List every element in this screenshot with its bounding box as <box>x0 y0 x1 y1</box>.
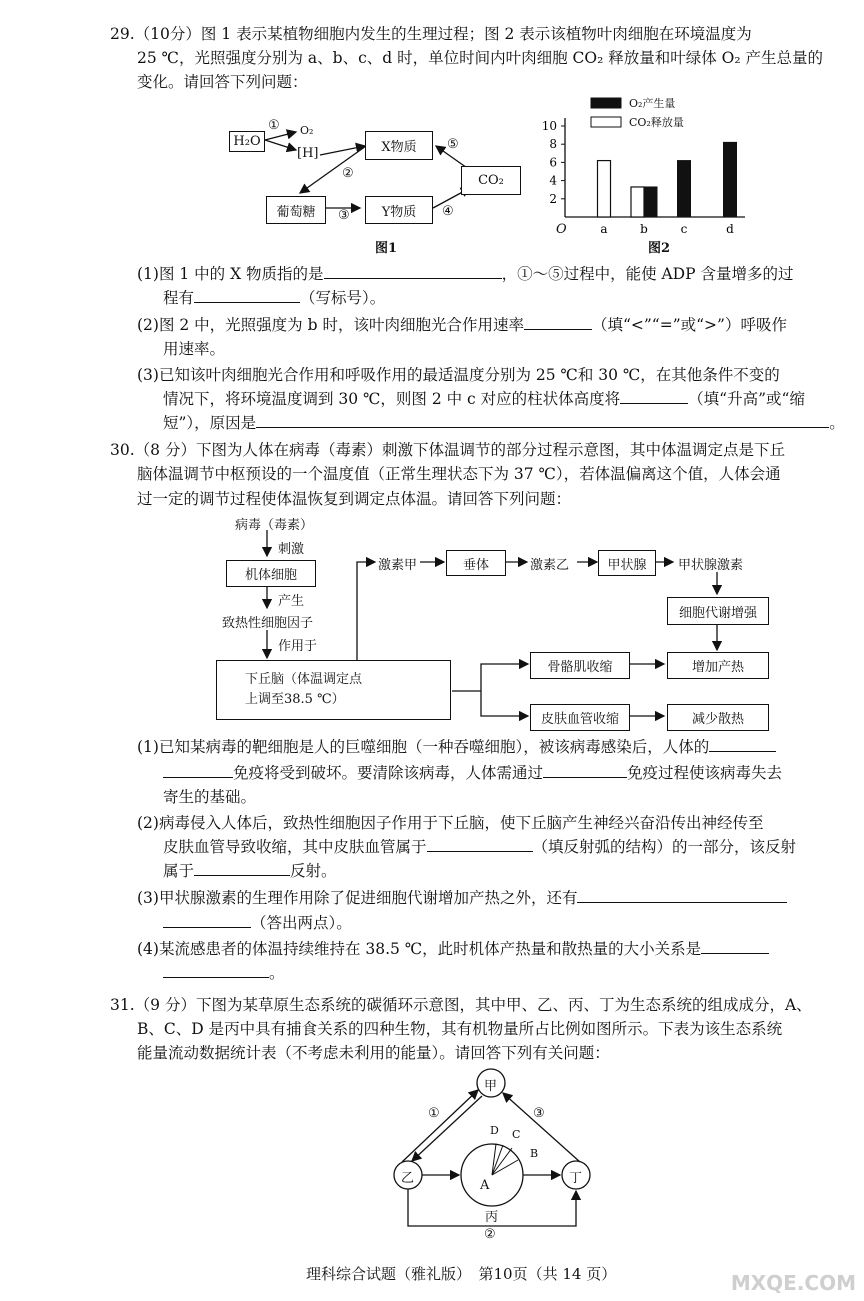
q30-sub1-text-c: 免疫过程使该病毒失去 <box>627 764 783 782</box>
y-tick-label: 8 <box>549 137 557 152</box>
q30-sub3-text-b: （答出两点）。 <box>251 914 352 932</box>
node-yi: 乙 <box>401 1171 415 1186</box>
q29-stem-line-2: 25 ℃，光照强度分别为 a、b、c、d 时，单位时间内叶肉细胞 CO₂ 释放量和叶绿体 O₂ 产生总量的 <box>137 49 824 67</box>
hormone-a-label: 激素甲 <box>378 558 418 573</box>
sector-c-label: C <box>512 1128 521 1141</box>
q29-sub1-text-d: （写标号）。 <box>300 289 386 307</box>
pyrogen-label: 致热性细胞因子 <box>222 616 314 631</box>
q29-sub2-text-a: (2)图 2 中，光照强度为 b 时，该叶肉细胞光合作用速率 <box>137 316 524 334</box>
q30-sub4-text-b: 。 <box>269 964 285 982</box>
q30-sub2-text-d: 属于 <box>163 862 195 880</box>
y-tick-label: 6 <box>549 155 557 170</box>
q30-sub1-text-b: 免疫将受到破坏。要清除该病毒，人体需通过 <box>233 764 544 782</box>
hypothalamus-line2: 上调至38.5 ℃） <box>245 692 345 707</box>
q29-sub3-text-a: 情况下，将环境温度调到 30 ℃，则图 2 中 c 对应的柱状体高度将 <box>163 390 621 408</box>
q29-sub1-text-a: (1)图 1 中的 X 物质指的是 <box>137 265 324 283</box>
x-tick-label-b: b <box>640 222 648 236</box>
q29-stem-line-1: 29.（10分）图 1 表示某植物细胞内发生的生理过程；图 2 表示该植物叶肉细胞在环境温度为 <box>110 25 752 43</box>
thyroid-box: 甲状腺 <box>598 550 656 576</box>
y-substance-box: Y物质 <box>365 196 433 224</box>
metabolism-box: 细胞代谢增强 <box>667 597 769 625</box>
arrow-1-label: ① <box>428 1106 440 1121</box>
process-4-label: ④ <box>442 204 454 219</box>
q31-stem-line-1: 31.（9 分）下图为某草原生态系统的碳循环示意图，其中甲、乙、丙、丁为生态系统的组成成分，A、 <box>110 996 812 1014</box>
heat-loss-box: 减少散热 <box>667 704 769 731</box>
q30-sub2-text-c: （填反射弧的结构）的一部分，该反射 <box>532 838 797 856</box>
q31-stem-line-2: B、C、D 是丙中具有捕食关系的四种生物，其有机物量所占比例如图所示。下表为该生态系统 <box>137 1020 783 1038</box>
co2-box: CO₂ <box>461 166 521 195</box>
chart-origin-label: O <box>556 222 567 237</box>
q30-stem-line-3: 过一定的调节过程使体温恢复到调定点体温。请回答下列问题： <box>137 490 572 508</box>
y-tick-label: 10 <box>541 119 557 133</box>
node-ding: 丁 <box>569 1171 583 1186</box>
hormone-b-label: 激素乙 <box>530 558 570 573</box>
muscle-box: 骨骼肌收缩 <box>530 652 630 679</box>
q29-sub2-line2: 用速率。 <box>163 340 226 358</box>
process-2-label: ② <box>342 166 354 181</box>
q29-stem-line-3: 变化。请回答下列问题： <box>137 73 308 91</box>
q29-sub3-text-b: （填“升高”或“缩 <box>688 390 805 408</box>
heat-production-box: 增加产热 <box>667 652 769 679</box>
x-tick-label-d: d <box>726 222 734 236</box>
q29-sub1-text-b: ，①～⑤过程中，能使 ADP 含量增多的过 <box>501 265 794 283</box>
sector-a-label: A <box>480 1178 490 1193</box>
y-tick-label: 2 <box>549 191 557 206</box>
q30-sub4-text-a: (4)某流感患者的体温持续维持在 38.5 ℃，此时机体产热量和散热量的大小关系是 <box>137 940 702 958</box>
produce-label: 产生 <box>278 594 305 609</box>
figure-1-caption: 图1 <box>375 241 398 256</box>
virus-label: 病毒（毒素） <box>235 518 314 533</box>
body-cell-box: 机体细胞 <box>226 560 316 587</box>
sector-b-label: B <box>530 1147 539 1160</box>
process-3-label: ③ <box>338 208 350 223</box>
x-tick-label-c: c <box>680 222 688 236</box>
q30-stem-line-2: 脑体温调节中枢预设的一个温度值（正常生理状态下为 37 ℃），若体温偏离这个值，人体会通 <box>137 465 781 483</box>
h-label: [H] <box>297 146 319 161</box>
q29-sub3-text-d: 。 <box>829 414 845 432</box>
o2-label: O₂ <box>300 124 314 137</box>
legend-co2-label: CO₂释放量 <box>629 116 684 129</box>
vessel-box: 皮肤血管收缩 <box>530 704 630 731</box>
x-tick-label-a: a <box>600 222 608 236</box>
q29-sub1-text-c: 程有 <box>163 289 195 307</box>
y-tick-label: 4 <box>549 173 557 188</box>
q30-sub1-text-a: (1)已知某病毒的靶细胞是人的巨噬细胞（一种吞噬细胞），被该病毒感染后，人体的 <box>137 738 710 756</box>
q30-stem-line-1: 30.（8 分）下图为人体在病毒（毒素）刺激下体温调节的部分过程示意图，其中体温调定点是下丘 <box>110 441 785 459</box>
arrow-2-label: ② <box>484 1227 496 1242</box>
x-substance-box: X物质 <box>365 131 433 160</box>
h2o-box: H₂O <box>229 131 265 152</box>
node-jia: 甲 <box>484 1079 498 1094</box>
hypothalamus-line1: 下丘脑（体温调定点 <box>245 672 363 687</box>
process-5-label: ⑤ <box>447 137 459 152</box>
q30-sub3-text-a: (3)甲状腺激素的生理作用除了促进细胞代谢增加产热之外，还有 <box>137 889 578 907</box>
legend-o2-label: O₂产生量 <box>629 97 676 110</box>
q30-sub1-line3: 寄生的基础。 <box>163 788 257 806</box>
stimulate-label: 刺激 <box>278 542 305 557</box>
glucose-box: 葡萄糖 <box>266 196 326 224</box>
thyroxine-label: 甲状腺激素 <box>678 558 744 573</box>
q29-sub3-text-c: 短”），原因是 <box>163 414 257 432</box>
figure-2-caption: 图2 <box>648 241 671 256</box>
q31-stem-line-3: 能量流动数据统计表（不考虑未利用的能量）。请回答下列有关问题： <box>137 1044 610 1062</box>
acts-on-label: 作用于 <box>278 639 318 654</box>
sector-d-label: D <box>490 1124 499 1137</box>
pituitary-box: 垂体 <box>446 550 506 576</box>
q30-sub2-text-b: 皮肤血管导致收缩，其中皮肤血管属于 <box>163 838 427 856</box>
q29-sub3-line1: (3)已知该叶肉细胞光合作用和呼吸作用的最适温度分别为 25 ℃和 30 ℃，在其他条件不变的 <box>137 366 780 384</box>
q29-sub2-text-b: （填“<”“=”或“>”）呼吸作 <box>591 316 787 334</box>
page-footer: 理科综合试题（雅礼版） 第10页（共 14 页） <box>306 1265 617 1283</box>
arrow-3-label: ③ <box>533 1106 545 1121</box>
watermark-logo: MXQE.COM <box>730 1271 856 1295</box>
q30-sub2-text-e: 反射。 <box>290 862 337 880</box>
process-1-label: ① <box>268 118 280 133</box>
q30-sub2-line1: (2)病毒侵入人体后，致热性细胞因子作用于下丘脑，使下丘脑产生神经兴奋沿传出神经传至 <box>137 814 764 832</box>
node-bing: 丙 <box>485 1210 499 1225</box>
